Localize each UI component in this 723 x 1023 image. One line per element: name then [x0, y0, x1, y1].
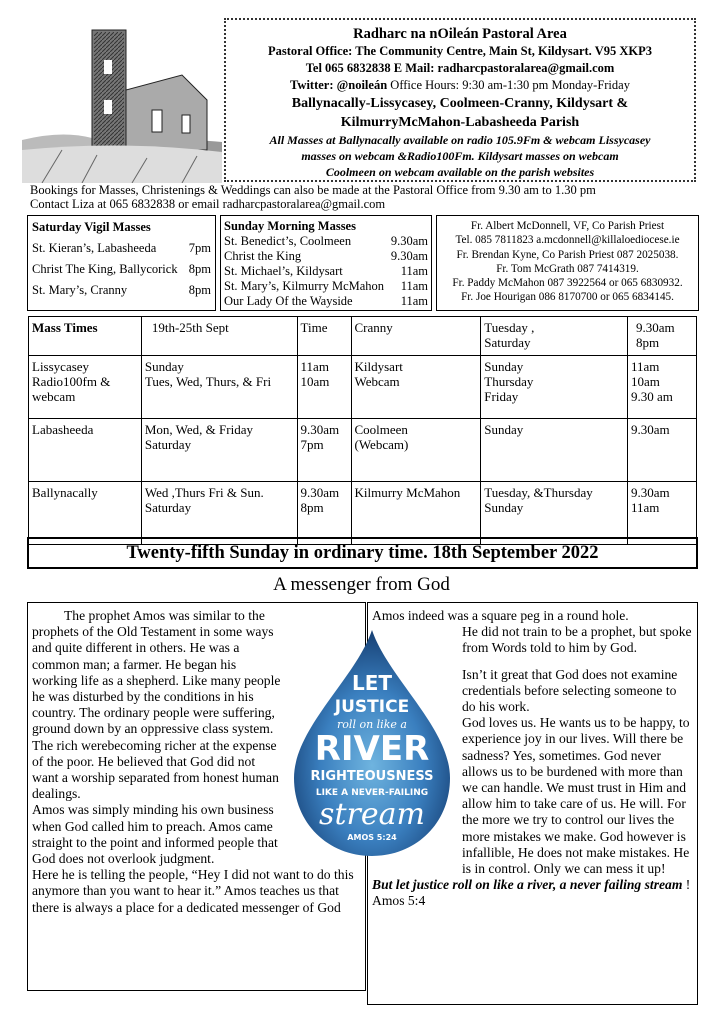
- table-cell: Mon, Wed, & Friday Saturday: [141, 419, 297, 482]
- saturday-item: [32, 262, 211, 277]
- saturday-title: Saturday Vigil Masses: [32, 220, 151, 234]
- article-heading: A messenger from God: [273, 574, 450, 595]
- sunday-title-banner: Twenty-fifth Sunday in ordinary time. 18th September 2022: [27, 537, 698, 569]
- sunday-place: Our Lady Of the Wayside: [224, 294, 353, 308]
- sunday-time: 11am: [400, 279, 428, 293]
- priest-line: Fr. Joe Hourigan 086 8170700 or 065 6834145.: [461, 291, 674, 304]
- table-cell: Wed ,Thurs Fri & Sun. Saturday: [141, 482, 297, 545]
- table-cell: Coolmeen (Webcam): [351, 419, 481, 482]
- table-cell: 9.30am 8pm: [297, 482, 351, 545]
- sunday-time: 11am: [400, 264, 428, 278]
- article-paragraph: Amos was simply minding his own business when God called him to preach. Amos came straight to the point and informed people that God does not overlook judgment.: [32, 802, 278, 867]
- drop-text: LET: [351, 671, 393, 695]
- table-cell: Lissycasey Radio100fm & webcam: [29, 356, 142, 419]
- twitter-handle: Twitter: @noileán: [290, 78, 388, 92]
- saturday-place: Christ The King, Ballycorick: [32, 262, 178, 276]
- twitter-hours-line: [226, 77, 694, 94]
- table-cell: Sunday Thursday Friday: [481, 356, 628, 419]
- table-header-cell: 19th-25th Sept: [141, 317, 297, 356]
- booking-line-2: Contact Liza at 065 6832838 or email radharcpastoralarea@gmail.com: [30, 197, 386, 211]
- sunday-item: [224, 249, 428, 264]
- priests-contact-box: [436, 215, 699, 311]
- saturday-time: 8pm: [188, 283, 211, 297]
- booking-line-1: Bookings for Masses, Christenings & Weddings can also be made at the Pastoral Office from 9.30 am to 1.30 pm: [30, 183, 596, 197]
- sunday-item: [224, 264, 428, 279]
- drop-text: JUSTICE: [334, 697, 410, 717]
- table-cell: 11am 10am: [297, 356, 351, 419]
- table-cell: 11am 10am 9.30 am: [628, 356, 697, 419]
- article-paragraph: Here he is telling the people, “Hey I did not want to do this anymore than you want to hear it.” Amos teaches us that there is always a place for a dedicated messenger of God: [32, 867, 354, 915]
- table-row: [29, 356, 697, 419]
- sunday-place: Christ the King: [224, 249, 302, 263]
- parish-header: [224, 18, 696, 182]
- sunday-title: Sunday Morning Masses: [224, 219, 356, 233]
- priest-line: Fr. Tom McGrath 087 7414319.: [496, 262, 639, 275]
- drop-text: LIKE A NEVER-FAILING: [315, 788, 429, 798]
- drop-text: RIVER: [314, 729, 430, 769]
- table-row: [29, 419, 697, 482]
- sunday-place: St. Michael’s, Kildysart: [224, 264, 343, 278]
- drop-text: roll on like a: [337, 718, 407, 731]
- table-cell: 9.30am: [628, 419, 697, 482]
- table-header-cell: Cranny: [351, 317, 481, 356]
- article-paragraph: Isn’t it great that God does not examine credentials before selecting someone to do his work.: [462, 666, 678, 715]
- table-cell: 9.30am 7pm: [297, 419, 351, 482]
- justice-river-drop-image: [288, 628, 456, 858]
- table-cell: Tuesday, &Thursday Sunday: [481, 482, 628, 545]
- sunday-time: 11am: [400, 294, 428, 308]
- table-cell: Labasheeda: [29, 419, 142, 482]
- pastoral-office-address: Pastoral Office: The Community Centre, Main St, Kildysart. V95 XKP3: [268, 44, 652, 58]
- table-cell: 9.30am 11am: [628, 482, 697, 545]
- scripture-reference: Amos 5:4: [372, 893, 426, 909]
- table-cell: Sunday Tues, Wed, Thurs, & Fri: [141, 356, 297, 419]
- priest-line: Fr. Paddy McMahon 087 3922564 or 065 6830932.: [452, 277, 683, 290]
- broadcast-note-1: All Masses at Ballynacally available on radio 105.9Fm & webcam Lissycasey: [269, 133, 651, 147]
- saturday-place: St. Mary’s, Cranny: [32, 283, 128, 297]
- saturday-time: 7pm: [188, 241, 211, 255]
- table-cell: Kildysart Webcam: [351, 356, 481, 419]
- saturday-place: St. Kieran’s, Labasheeda: [32, 241, 157, 255]
- sunday-item: [224, 234, 428, 249]
- table-cell: Sunday: [481, 419, 628, 482]
- quote-end: !: [682, 877, 691, 893]
- scripture-quote: But let justice roll on like a river, a never failing stream: [372, 877, 683, 893]
- article-paragraph: He did not train to be a prophet, but spoke from Words told to him by God.: [462, 624, 692, 656]
- saturday-masses-box: [27, 215, 216, 311]
- table-header-cell: Time: [297, 317, 351, 356]
- mass-times-table: [28, 316, 697, 545]
- sunday-masses-box: [220, 215, 432, 311]
- drop-text: RIGHTEOUSNESS: [310, 769, 434, 784]
- article-paragraph: God loves us. He wants us to be happy, to experience joy in our lives. Will there be sadness? Yes, sometimes. God never allows us to be burdened with more than we can handle. We must trust in Him and allow him to take care of us. He will. For the more we try to control our lives the more mistakes we make. God however is infallible, He does not make mistakes. He is in control. Only we can mess it up!: [462, 715, 690, 877]
- table-cell: Ballynacally: [29, 482, 142, 545]
- table-header-row: [29, 317, 697, 356]
- broadcast-note-3: Coolmeen on webcam available on the parish websites: [325, 165, 595, 179]
- drop-text: AMOS 5:24: [347, 833, 397, 842]
- priest-line: Tel. 085 7811823 a.mcdonnell@killaloediocese.ie: [455, 234, 680, 247]
- table-header-cell: 9.30am 8pm: [628, 317, 697, 356]
- table-cell: Kilmurry McMahon: [351, 482, 481, 545]
- drop-text: stream: [319, 797, 425, 832]
- table-header-cell: Tuesday , Saturday: [481, 317, 628, 356]
- priest-line: Fr. Albert McDonnell, VF, Co Parish Priest: [470, 220, 665, 232]
- article-paragraph: Amos indeed was a square peg in a round hole.: [372, 608, 629, 623]
- sunday-place: St. Mary’s, Kilmurry McMahon: [224, 279, 385, 293]
- sunday-time: 9.30am: [390, 249, 428, 263]
- saturday-item: [32, 241, 211, 256]
- article-paragraph: The prophet Amos was similar to the prophets of the Old Testament in some ways and quite different in others. He was a common man; a farmer. He began his working life as a shepherd. Like many people he was disturbed by the conditions in his country. The ordinary people were suffering, ground down by an oppressive class system. The rich werebecoming richer at the expense of the poor. He believed that God did not want a worship separated from honest human dealings.: [32, 608, 281, 802]
- parish-names-2: KilmurryMcMahon-Labasheeda Parish: [340, 115, 580, 130]
- sunday-time: 9.30am: [390, 234, 428, 248]
- saturday-item: [32, 283, 211, 298]
- church-illustration: [22, 20, 222, 183]
- parish-names-1: Ballynacally-Lissycasey, Coolmeen-Cranny, Kildysart &: [291, 96, 629, 111]
- sunday-item: [224, 279, 428, 294]
- office-hours: Office Hours: 9:30 am-1:30 pm Monday-Friday: [387, 78, 630, 92]
- sunday-item: [224, 294, 428, 309]
- sunday-place: St. Benedict’s, Coolmeen: [224, 234, 352, 248]
- broadcast-note-2: masses on webcam &Radio100Fm. Kildysart masses on webcam: [301, 149, 619, 163]
- saturday-time: 8pm: [188, 262, 211, 276]
- table-row: [29, 482, 697, 545]
- booking-info: [30, 183, 690, 211]
- pastoral-area-title: Radharc na nOileán Pastoral Area: [353, 26, 567, 42]
- priest-line: Fr. Brendan Kyne, Co Parish Priest 087 2025038.: [456, 248, 679, 261]
- contact-line: Tel 065 6832838 E Mail: radharcpastoralarea@gmail.com: [305, 61, 615, 75]
- table-header-cell: Mass Times: [29, 317, 142, 356]
